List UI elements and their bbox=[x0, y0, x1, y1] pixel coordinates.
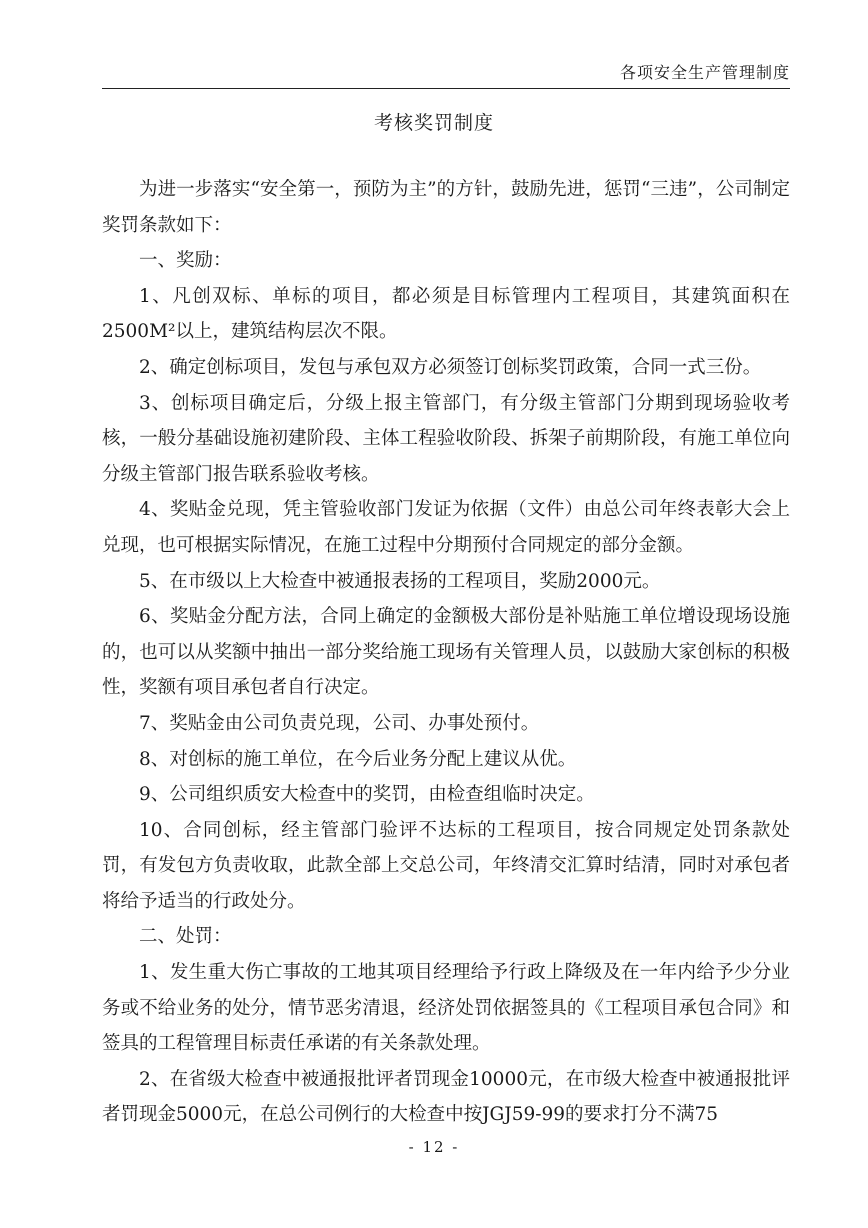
paragraph: 为进一步落实“安全第一，预防为主”的方针，鼓励先进，惩罚“三违”，公司制定奖罚条款如下： bbox=[102, 179, 790, 236]
paragraph: 10、合同创标，经主管部门验评不达标的工程项目，按合同规定处罚条款处罚，有发包方负责收取，此款全部上交总公司，年终清交汇算时结清，同时对承包者将给予适当的行政处分。 bbox=[102, 819, 790, 912]
paragraph: 2、在省级大检查中被通报批评者罚现金10000元，在市级大检查中被通报批评者罚现金5000元，在总公司例行的大检查中按JGJ59-99的要求打分不满75 bbox=[102, 1068, 790, 1126]
paragraph: 1、凡创双标、单标的项目，都必须是目标管理内工程项目，其建筑面积在2500M²以上，建筑结构层次不限。 bbox=[102, 285, 790, 343]
paragraph: 5、在市级以上大检查中被通报表扬的工程项目，奖励2000元。 bbox=[139, 570, 661, 592]
paragraph: 1、发生重大伤亡事故的工地其项目经理给予行政上降级及在一年内给予少分业务或不给业务的处分，情节恶劣清退，经济处罚依据签具的《工程项目承包合同》和签具的工程管理目标责任承诺的有关条款处理。 bbox=[102, 962, 790, 1055]
paragraph: 9、公司组织质安大检查中的奖罚，由检查组临时决定。 bbox=[139, 784, 595, 806]
paragraph: 6、奖贴金分配方法，合同上确定的金额极大部份是补贴施工单位增设现场设施的，也可以从奖额中抽出一部分奖给施工现场有关管理人员，以鼓励大家创标的积极性，奖额有项目承包者自行决定。 bbox=[102, 606, 790, 699]
paragraph: 7、奖贴金由公司负责兑现，公司、办事处预付。 bbox=[139, 712, 540, 734]
document-body bbox=[102, 172, 790, 1133]
paragraph: 2、确定创标项目，发包与承包双方必须签订创标奖罚政策，合同一式三份。 bbox=[139, 356, 762, 378]
header-rule bbox=[102, 88, 790, 89]
page-number: - 12 - bbox=[408, 1138, 460, 1156]
page-header-title: 各项安全生产管理制度 bbox=[619, 63, 790, 82]
paragraph: 4、奖贴金兑现，凭主管验收部门发证为依据（文件）由总公司年终表彰大会上兑现，也可根据实际情况，在施工过程中分期预付合同规定的部分金额。 bbox=[102, 499, 790, 556]
section-heading-rewards: 一、奖励： bbox=[139, 250, 232, 272]
paragraph: 8、对创标的施工单位，在今后业务分配上建议从优。 bbox=[139, 748, 577, 770]
document-title: 考核奖罚制度 bbox=[373, 112, 494, 134]
section-heading-penalties: 二、处罚： bbox=[139, 926, 232, 948]
paragraph: 3、创标项目确定后，分级上报主管部门，有分级主管部门分期到现场验收考核，一般分基础设施初建阶段、主体工程验收阶段、拆架子前期阶段，有施工单位向分级主管部门报告联系验收考核。 bbox=[102, 392, 790, 485]
